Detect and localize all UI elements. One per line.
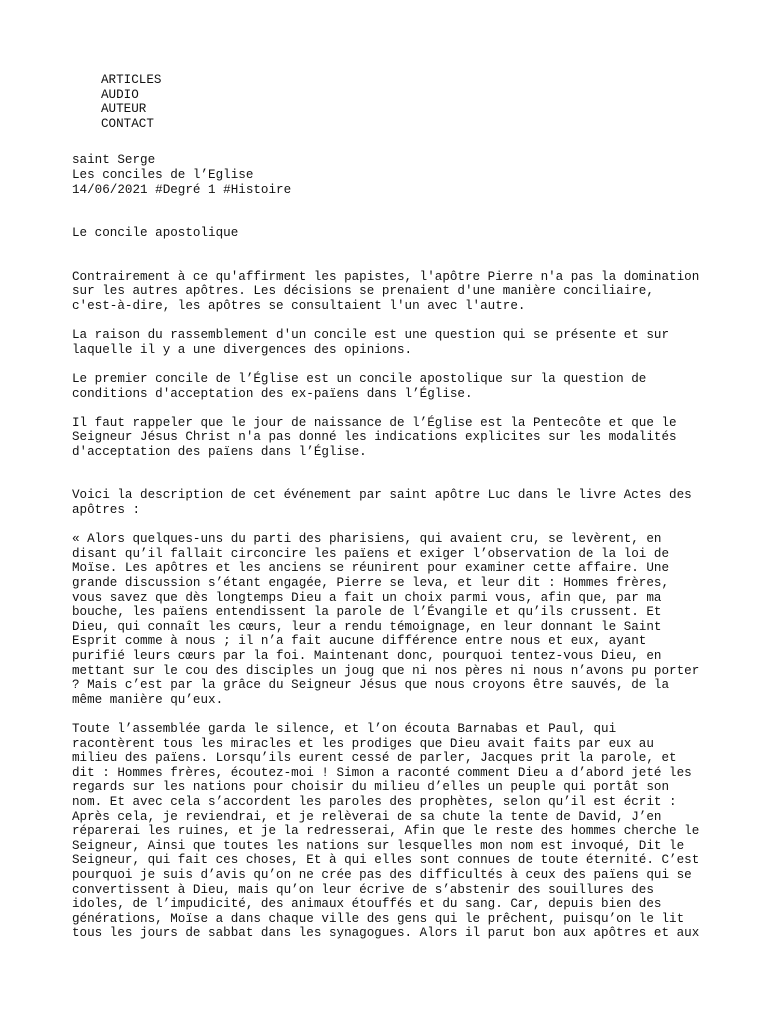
paragraph: La raison du rassemblement d'un concile est une question qui se présente et sur laquelle il y a une divergences des opinions. [72, 328, 670, 357]
quote-paragraph: Toute l’assemblée garda le silence, et l’on écouta Barnabas et Paul, qui racontèrent tous les miracles et les prodiges que Dieu avait faits par eux au milieu des païens. Lorsqu’ils eurent cessé de parler, Jacques prit la parole, et dit : Hommes frères, écoutez-moi ! Simon a raconté comment Dieu a d’abord jeté les regards sur les nations pour choisir du milieu d’elles un peuple qui portât son nom. Et avec cela s’accordent les paroles des prophètes, selon qu’il est écrit : Après cela, je reviendrai, et je relèverai de sa chute la tente de David, J’en réparerai les ruines, et je la redresserai, Afin que le reste des hommes cherche le Seigneur, Ainsi que toutes les nations sur lesquelles mon nom est invoqué, Dit le Seigneur, qui fait ces choses, Et à qui elles sont connues de toute éternité. C’est pourquoi je suis d’avis qu’on ne crée pas des difficultés à ceux des païens qui se convertissent à Dieu, mais qu’on leur écrive de s’abstenir des souillures des idoles, de l’impudicité, des animaux étouffés et du sang. Car, depuis bien des générations, Moïse a dans chaque ville des gens qui le prêchent, puisqu’on le lit tous les jours de sabbat dans les synagogues. Alors il parut bon aux apôtres et aux [72, 721, 700, 941]
paragraph: Il faut rappeler que le jour de naissance de l’Église est la Pentecôte et que le Seigneur Jésus Christ n'a pas donné les indications explicites sur les modalités d'acceptation des païens dans l’Église. [72, 415, 677, 459]
nav-link-auteur[interactable]: AUTEUR [101, 102, 147, 117]
nav-item-auteur[interactable] [101, 102, 712, 117]
article-meta [72, 153, 712, 197]
article-body [72, 270, 712, 941]
nav-item-audio[interactable] [101, 88, 712, 103]
page-content [72, 73, 712, 955]
author-name: saint Serge [72, 153, 156, 168]
series-title: Les conciles de l’Eglise [72, 167, 254, 182]
paragraph: Le premier concile de l’Église est un concile apostolique sur la question de conditions d'acceptation des ex-païens dans l’Église. [72, 371, 647, 401]
main-nav [101, 73, 712, 131]
nav-item-contact[interactable] [101, 117, 712, 132]
nav-link-articles[interactable]: ARTICLES [101, 73, 162, 87]
date-tags: 14/06/2021 #Degré 1 #Histoire [72, 182, 292, 197]
paragraph: Voici la description de cet événement par saint apôtre Luc dans le livre Actes des apôtres : [72, 488, 692, 518]
nav-link-contact[interactable]: CONTACT [101, 116, 154, 131]
section-title: Le concile apostolique [72, 226, 239, 241]
nav-item-articles[interactable] [101, 73, 712, 88]
quote-paragraph: « Alors quelques-uns du parti des pharisiens, qui avaient cru, se levèrent, en disant qu’il fallait circoncire les païens et exiger l’observation de la loi de Moïse. Les apôtres et les anciens se réunirent pour examiner cette affaire. Une grande discussion s’étant engagée, Pierre se leva, et leur dit : Hommes frères, vous savez que dès longtemps Dieu a fait un choix parmi vous, afin que, par ma bouche, les païens entendissent la parole de l’Évangile et qu’ils crussent. Et Dieu, qui connaît les cœurs, leur a rendu témoignage, en leur donnant le Saint Esprit comme à nous ; il n’a fait aucune différence entre nous et eux, ayant purifié leurs cœurs par la foi. Maintenant donc, pourquoi tentez-vous Dieu, en mettant sur le cou des disciples un joug que ni nos pères ni nous n’avons pu porter ? Mais c’est par la grâce du Seigneur Jésus que nous croyons être sauvés, de la même manière qu’eux. [72, 532, 700, 707]
paragraph: Contrairement à ce qu'affirment les papistes, l'apôtre Pierre n'a pas la domination sur les autres apôtres. Les décisions se prenaient d'une manière conciliaire, c'est-à-dire, les apôtres se consultaient l'un avec l'autre. [72, 269, 700, 313]
nav-link-audio[interactable]: AUDIO [101, 87, 139, 102]
